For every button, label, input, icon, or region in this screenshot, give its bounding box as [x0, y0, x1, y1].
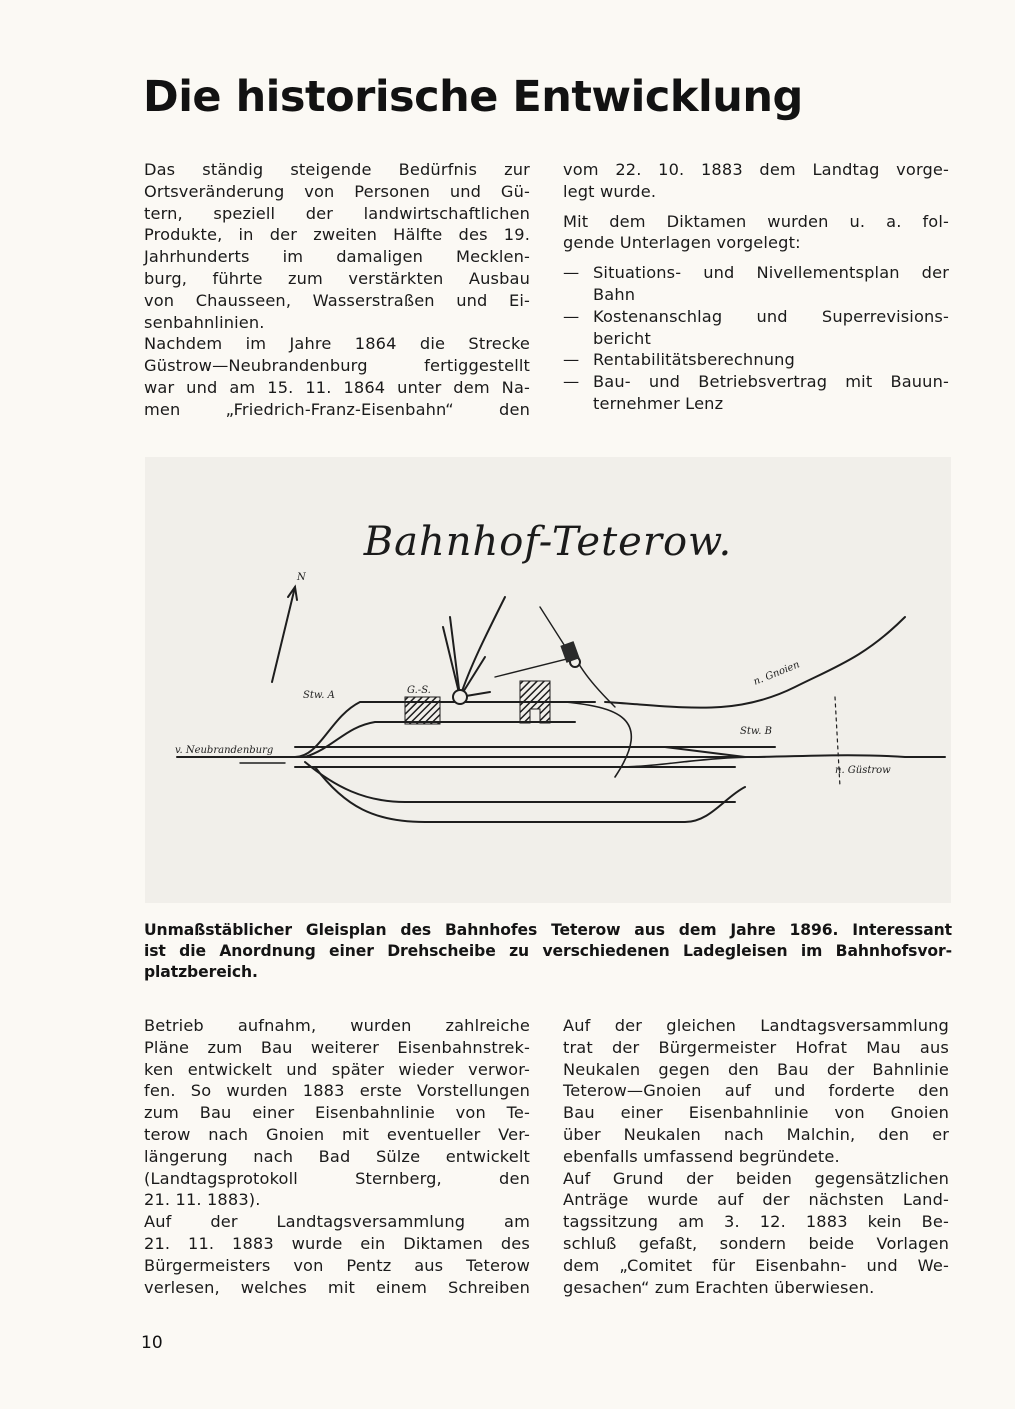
text-column-1: [144, 159, 530, 421]
text-line: gende Unterlagen vorgelegt:: [563, 233, 801, 253]
page-title: Die historische Entwicklung: [143, 72, 803, 122]
track-2: [305, 722, 575, 757]
text-line: ebenfalls umfassend begründete.: [563, 1146, 840, 1166]
dash-bullet: —: [563, 263, 580, 283]
figure-caption: [144, 920, 952, 983]
list-item-text: Situations- und Nivellementsplan der: [593, 263, 949, 283]
list-item-text: Bau- und Betriebsvertrag mit Bauun-: [593, 372, 949, 392]
text-line: Teterow—Gnoien auf und forderte den: [563, 1081, 949, 1101]
fan-track: [460, 597, 505, 697]
text-column-2: [563, 159, 949, 415]
dash-bullet: —: [563, 372, 580, 392]
list-item: [563, 371, 949, 415]
stw-b-label: Stw. B: [740, 726, 772, 737]
upper-right-track-label: n. Gnoien: [752, 659, 802, 688]
text-line: terow nach Gnoien mit eventueller Ver-: [144, 1124, 530, 1144]
dash-bullet: —: [563, 306, 580, 326]
text-line: Betrieb aufnahm, wurden zahlreiche: [144, 1016, 530, 1035]
text-line: Bürgermeisters von Pentz aus Teterow: [144, 1255, 530, 1275]
text-line: tagssitzung am 3. 12. 1883 kein Be-: [563, 1212, 949, 1232]
text-column-3: [144, 1015, 530, 1298]
text-line: dem „Comitet für Eisenbahn- und We-: [563, 1255, 949, 1275]
dash-bullet: —: [563, 350, 580, 370]
stw-a-label: Stw. A: [303, 690, 335, 701]
text-line: Auf der gleichen Landtagsversammlung: [563, 1016, 949, 1035]
left-track-label: v. Neubrandenburg: [175, 745, 274, 756]
text-line: längerung nach Bad Sülze entwickelt: [144, 1146, 530, 1166]
figure-heading: Bahnhof-Teterow.: [363, 519, 733, 565]
list-item-text: ternehmer Lenz: [593, 393, 724, 413]
text-line: ken entwickelt und später wieder verwor-: [144, 1059, 530, 1079]
text-line: legt wurde.: [563, 181, 657, 201]
text-line: senbahnlinien.: [144, 312, 265, 332]
text-line: (Landtagsprotokoll Sternberg, den: [144, 1168, 530, 1188]
caption-line: platzbereich.: [144, 963, 258, 981]
text-line: Produkte, in der zweiten Hälfte des 19.: [144, 225, 530, 245]
text-line: vom 22. 10. 1883 dem Landtag vorge-: [563, 160, 949, 179]
text-line: 21. 11. 1883).: [144, 1190, 261, 1210]
text-line: Jahrhunderts im damaligen Mecklen-: [144, 247, 530, 267]
text-line: Neukalen gegen den Bau der Bahnlinie: [563, 1059, 949, 1079]
text-column-4: [563, 1015, 949, 1298]
text-line: von Chausseen, Wasserstraßen und Ei-: [144, 290, 530, 310]
list-item: [563, 262, 949, 306]
text-line: Güstrow—Neubrandenburg fertiggestellt: [144, 356, 530, 376]
text-line: trat der Bürgermeister Hofrat Mau aus: [563, 1037, 949, 1057]
branch-track-gnoien: [605, 617, 905, 708]
text-line: fen. So wurden 1883 erste Vorstellungen: [144, 1081, 530, 1101]
text-line: tern, speziell der landwirtschaftlichen: [144, 203, 530, 223]
text-line: Mit dem Diktamen wurden u. a. fol-: [563, 211, 949, 231]
goods-shed-building: [405, 697, 440, 724]
text-line: Das ständig steigende Bedürfnis zur: [144, 160, 530, 179]
text-line: Nachdem im Jahre 1864 die Strecke: [144, 334, 530, 354]
text-line: Bau einer Eisenbahnlinie von Gnoien: [563, 1103, 949, 1123]
text-line: burg, führte zum verstärkten Ausbau: [144, 268, 530, 288]
text-line: Ortsveränderung von Personen und Gü-: [144, 181, 530, 201]
turntable-icon: [453, 690, 467, 704]
list-item-text: Rentabilitätsberechnung: [593, 350, 795, 370]
track-7: [315, 767, 745, 822]
list-item-text: bericht: [593, 328, 651, 348]
list-item: [563, 349, 949, 371]
text-line: 21. 11. 1883 wurde ein Diktamen des: [144, 1233, 530, 1253]
text-line: Pläne zum Bau weiterer Eisenbahnstrek-: [144, 1037, 530, 1057]
station-building: [520, 681, 550, 723]
text-line: Auf der Landtagsversammlung am: [144, 1212, 530, 1232]
north-arrow-line: [272, 587, 295, 682]
text-line: Anträge wurde auf der nächsten Land-: [563, 1190, 949, 1210]
goods-label: G.-S.: [407, 685, 431, 696]
north-label: N: [297, 572, 306, 583]
text-line: Auf Grund der beiden gegensätzlichen: [563, 1168, 949, 1188]
caption-line: Unmaßstäblicher Gleisplan des Bahnhofes Teterow aus dem Jahre 1896. Interessant: [144, 921, 952, 939]
list-item-text: Kostenanschlag und Superrevisions-: [593, 306, 949, 326]
text-line: gesachen“ zum Erachten überwiesen.: [563, 1277, 875, 1297]
page-number: 10: [141, 1333, 163, 1353]
list-item-text: Bahn: [593, 284, 636, 304]
caption-line: ist die Anordnung einer Drehscheibe zu verschiedenen Ladegleisen im Bahnhofsvor-: [144, 942, 952, 960]
text-line: war und am 15. 11. 1864 unter dem Na-: [144, 377, 530, 397]
text-line: verlesen, welches mit einem Schreiben: [144, 1277, 530, 1297]
text-line: zum Bau einer Eisenbahnlinie von Te-: [144, 1103, 530, 1123]
track-plan-figure: [145, 457, 951, 903]
right-track-label: n. Güstrow: [835, 765, 891, 776]
text-line: über Neukalen nach Malchin, den er: [563, 1124, 949, 1144]
text-line: men „Friedrich-Franz-Eisenbahn“ den: [144, 399, 530, 419]
main-track-right: [665, 747, 945, 757]
list-item: [563, 306, 949, 350]
text-line: schluß gefaßt, sondern beide Vorlagen: [563, 1233, 949, 1253]
